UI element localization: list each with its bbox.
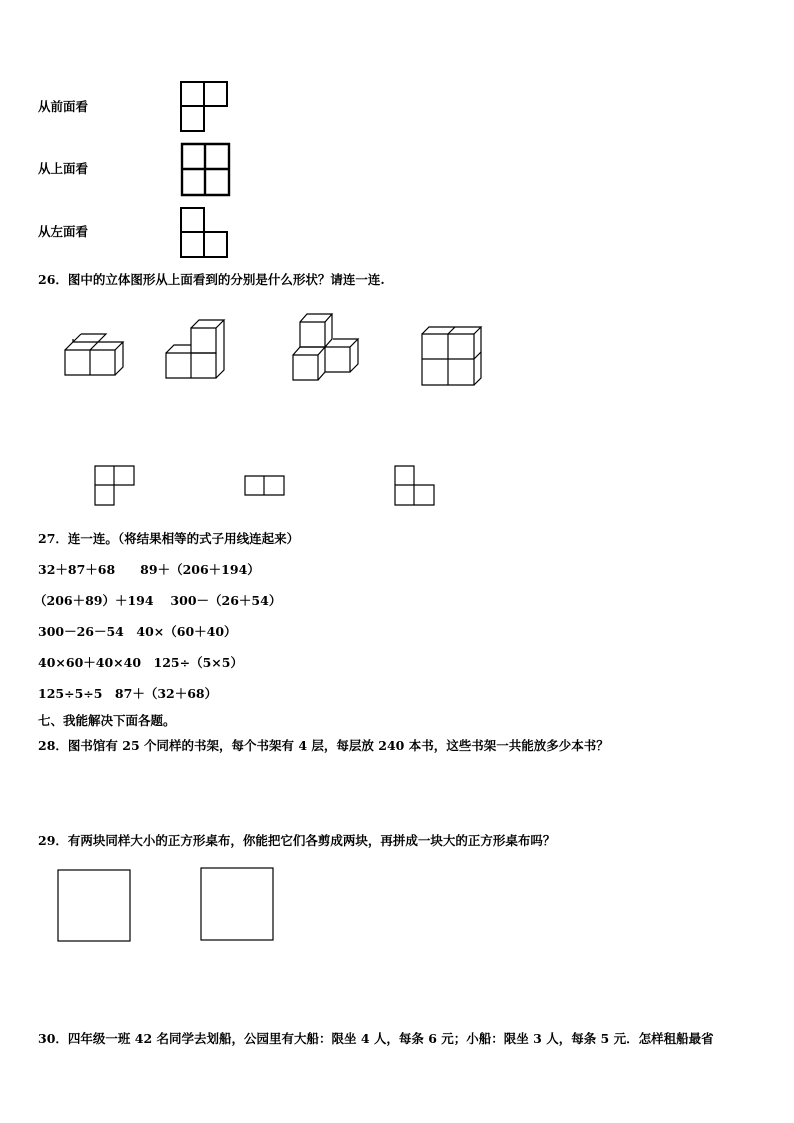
expression-row-3: 300－26－54 40×（60＋40） [38,624,237,639]
question-30-text: 30．四年级一班 42 名同学去划船，公园里有大船：限坐 4 人，每条 6 元；小船：限坐 3 人，每条 5 元．怎样租船最省 [38,1031,714,1046]
front-view-figure [180,81,230,133]
top-view-shape-2 [244,475,288,497]
solid-figure-2 [165,319,227,381]
section-7-heading: 七、我能解决下面各题。 [38,713,176,728]
solid-figure-1 [64,333,126,377]
solid-figure-3 [292,313,362,383]
front-view-label: 从前面看 [38,99,89,114]
expression-row-2: （206＋89）＋194 300－（26＋54） [34,593,282,608]
tablecloth-square-1 [57,869,133,943]
left-view-label: 从左面看 [38,224,89,239]
question-29-text: 29．有两块同样大小的正方形桌布，你能把它们各剪成两块，再拼成一块大的正方形桌布吗？ [38,833,556,848]
top-view-shape-3 [394,465,438,507]
top-view-figure [181,143,231,197]
expression-row-4: 40×60＋40×40 125÷（5×5） [38,655,243,670]
question-26-text: 26．图中的立体图形从上面看到的分别是什么形状？请连一连. [38,272,385,287]
solid-figure-4 [420,325,484,387]
question-27-text: 27．连一连。（将结果相等的式子用线连起来） [38,531,300,546]
top-view-label: 从上面看 [38,161,89,176]
question-28-text: 28．图书馆有 25 个同样的书架，每个书架有 4 层，每层放 240 本书，这些书架一共能放多少本书？ [38,738,609,753]
expression-row-5: 125÷5÷5 87＋（32＋68） [38,686,218,701]
expression-row-1: 32＋87＋68 89＋（206＋194） [38,562,260,577]
left-view-figure [180,207,230,259]
top-view-shape-1 [94,465,138,507]
tablecloth-square-2 [200,867,276,941]
